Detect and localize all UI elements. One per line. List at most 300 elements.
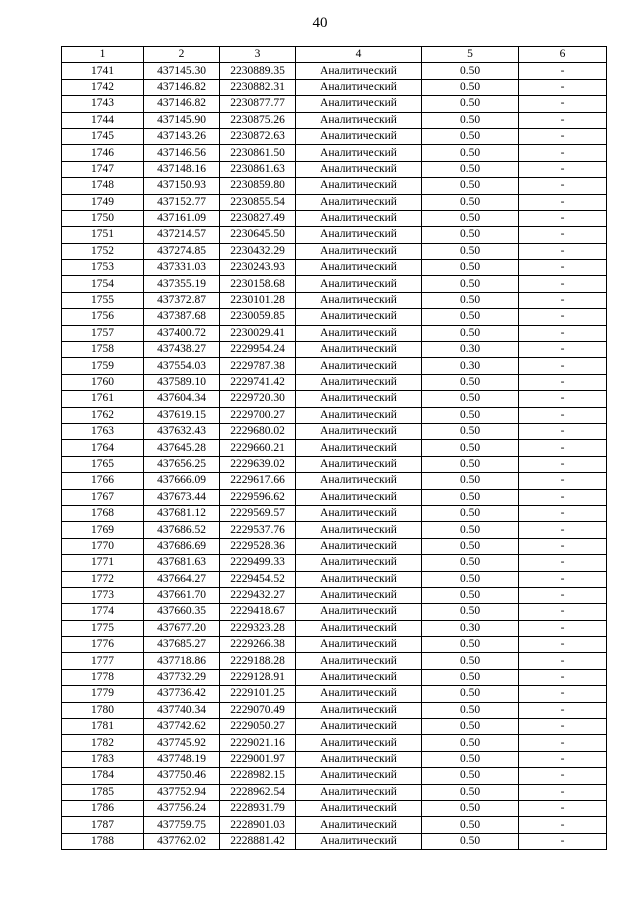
method-cell: Аналитический [296,96,422,112]
note-cell: - [519,669,607,685]
table-row [62,96,607,112]
table-row [62,342,607,358]
note-cell: - [519,587,607,603]
x-coordinate-cell: 437661.70 [144,587,220,603]
y-coordinate-cell: 2230877.77 [220,96,296,112]
table-row [62,128,607,144]
method-cell: Аналитический [296,374,422,390]
accuracy-cell: 0.50 [422,161,519,177]
note-cell: - [519,342,607,358]
method-cell: Аналитический [296,112,422,128]
point-number-cell: 1753 [62,260,144,276]
accuracy-cell: 0.50 [422,260,519,276]
accuracy-cell: 0.50 [422,637,519,653]
method-cell: Аналитический [296,145,422,161]
y-coordinate-cell: 2230882.31 [220,79,296,95]
point-number-cell: 1754 [62,276,144,292]
note-cell: - [519,702,607,718]
accuracy-cell: 0.50 [422,374,519,390]
note-cell: - [519,145,607,161]
y-coordinate-cell: 2229537.76 [220,522,296,538]
x-coordinate-cell: 437387.68 [144,309,220,325]
point-number-cell: 1781 [62,719,144,735]
method-cell: Аналитический [296,620,422,636]
x-coordinate-cell: 437161.09 [144,210,220,226]
note-cell: - [519,686,607,702]
point-number-cell: 1764 [62,440,144,456]
note-cell: - [519,79,607,95]
table-body [62,63,607,850]
method-cell: Аналитический [296,768,422,784]
table-row [62,227,607,243]
y-coordinate-cell: 2229499.33 [220,555,296,571]
table-row [62,637,607,653]
x-coordinate-cell: 437372.87 [144,292,220,308]
table-row [62,489,607,505]
note-cell: - [519,833,607,849]
table-row [62,440,607,456]
method-cell: Аналитический [296,702,422,718]
point-number-cell: 1749 [62,194,144,210]
table-row [62,325,607,341]
method-cell: Аналитический [296,391,422,407]
x-coordinate-cell: 437759.75 [144,817,220,833]
point-number-cell: 1755 [62,292,144,308]
note-cell: - [519,243,607,259]
note-cell: - [519,800,607,816]
table-row [62,292,607,308]
method-cell: Аналитический [296,423,422,439]
y-coordinate-cell: 2229266.38 [220,637,296,653]
y-coordinate-cell: 2230432.29 [220,243,296,259]
table-row [62,784,607,800]
table-row [62,112,607,128]
point-number-cell: 1761 [62,391,144,407]
accuracy-cell: 0.50 [422,800,519,816]
x-coordinate-cell: 437681.63 [144,555,220,571]
y-coordinate-cell: 2230645.50 [220,227,296,243]
table-row [62,686,607,702]
table-row [62,456,607,472]
table-row [62,620,607,636]
accuracy-cell: 0.50 [422,63,519,79]
y-coordinate-cell: 2230872.63 [220,128,296,144]
table-row [62,79,607,95]
y-coordinate-cell: 2230861.50 [220,145,296,161]
table-row [62,407,607,423]
x-coordinate-cell: 437438.27 [144,342,220,358]
note-cell: - [519,538,607,554]
column-header: 1 [62,47,144,63]
table-row [62,587,607,603]
x-coordinate-cell: 437146.82 [144,79,220,95]
method-cell: Аналитический [296,342,422,358]
method-cell: Аналитический [296,178,422,194]
x-coordinate-cell: 437685.27 [144,637,220,653]
x-coordinate-cell: 437748.19 [144,751,220,767]
method-cell: Аналитический [296,817,422,833]
point-number-cell: 1758 [62,342,144,358]
accuracy-cell: 0.50 [422,555,519,571]
method-cell: Аналитический [296,604,422,620]
y-coordinate-cell: 2229660.21 [220,440,296,456]
y-coordinate-cell: 2230101.28 [220,292,296,308]
note-cell: - [519,407,607,423]
y-coordinate-cell: 2229639.02 [220,456,296,472]
note-cell: - [519,292,607,308]
accuracy-cell: 0.50 [422,473,519,489]
y-coordinate-cell: 2230158.68 [220,276,296,292]
method-cell: Аналитический [296,538,422,554]
point-number-cell: 1784 [62,768,144,784]
point-number-cell: 1742 [62,79,144,95]
method-cell: Аналитический [296,292,422,308]
x-coordinate-cell: 437645.28 [144,440,220,456]
method-cell: Аналитический [296,751,422,767]
y-coordinate-cell: 2230889.35 [220,63,296,79]
point-number-cell: 1771 [62,555,144,571]
accuracy-cell: 0.50 [422,686,519,702]
y-coordinate-cell: 2229070.49 [220,702,296,718]
table-row [62,833,607,849]
point-number-cell: 1746 [62,145,144,161]
accuracy-cell: 0.50 [422,833,519,849]
note-cell: - [519,440,607,456]
method-cell: Аналитический [296,210,422,226]
note-cell: - [519,555,607,571]
y-coordinate-cell: 2229596.62 [220,489,296,505]
point-number-cell: 1743 [62,96,144,112]
y-coordinate-cell: 2229050.27 [220,719,296,735]
point-number-cell: 1782 [62,735,144,751]
method-cell: Аналитический [296,473,422,489]
note-cell: - [519,522,607,538]
x-coordinate-cell: 437752.94 [144,784,220,800]
point-number-cell: 1787 [62,817,144,833]
y-coordinate-cell: 2230243.93 [220,260,296,276]
y-coordinate-cell: 2229418.67 [220,604,296,620]
accuracy-cell: 0.50 [422,522,519,538]
table-row [62,653,607,669]
method-cell: Аналитический [296,456,422,472]
note-cell: - [519,325,607,341]
y-coordinate-cell: 2230859.80 [220,178,296,194]
method-cell: Аналитический [296,325,422,341]
point-number-cell: 1780 [62,702,144,718]
table-row [62,555,607,571]
x-coordinate-cell: 437632.43 [144,423,220,439]
x-coordinate-cell: 437666.09 [144,473,220,489]
table-row [62,243,607,259]
accuracy-cell: 0.50 [422,243,519,259]
point-number-cell: 1762 [62,407,144,423]
y-coordinate-cell: 2229720.30 [220,391,296,407]
x-coordinate-cell: 437150.93 [144,178,220,194]
note-cell: - [519,63,607,79]
point-number-cell: 1760 [62,374,144,390]
method-cell: Аналитический [296,719,422,735]
x-coordinate-cell: 437145.90 [144,112,220,128]
y-coordinate-cell: 2228881.42 [220,833,296,849]
x-coordinate-cell: 437152.77 [144,194,220,210]
note-cell: - [519,276,607,292]
table-row [62,145,607,161]
accuracy-cell: 0.50 [422,325,519,341]
x-coordinate-cell: 437718.86 [144,653,220,669]
table-row [62,735,607,751]
page-number: 40 [312,15,328,31]
accuracy-cell: 0.50 [422,145,519,161]
accuracy-cell: 0.50 [422,79,519,95]
note-cell: - [519,423,607,439]
method-cell: Аналитический [296,571,422,587]
x-coordinate-cell: 437686.69 [144,538,220,554]
point-number-cell: 1763 [62,423,144,439]
point-number-cell: 1744 [62,112,144,128]
accuracy-cell: 0.50 [422,407,519,423]
x-coordinate-cell: 437554.03 [144,358,220,374]
note-cell: - [519,210,607,226]
y-coordinate-cell: 2228901.03 [220,817,296,833]
point-number-cell: 1765 [62,456,144,472]
method-cell: Аналитический [296,194,422,210]
table-row [62,522,607,538]
accuracy-cell: 0.50 [422,719,519,735]
accuracy-cell: 0.50 [422,702,519,718]
method-cell: Аналитический [296,407,422,423]
point-number-cell: 1768 [62,505,144,521]
method-cell: Аналитический [296,653,422,669]
table-row [62,800,607,816]
y-coordinate-cell: 2229569.57 [220,505,296,521]
x-coordinate-cell: 437355.19 [144,276,220,292]
x-coordinate-cell: 437143.26 [144,128,220,144]
method-cell: Аналитический [296,800,422,816]
note-cell: - [519,620,607,636]
table-row [62,161,607,177]
point-number-cell: 1750 [62,210,144,226]
note-cell: - [519,260,607,276]
method-cell: Аналитический [296,128,422,144]
table-row [62,391,607,407]
x-coordinate-cell: 437604.34 [144,391,220,407]
accuracy-cell: 0.50 [422,735,519,751]
table-header [62,47,607,63]
table-row [62,702,607,718]
note-cell: - [519,784,607,800]
y-coordinate-cell: 2230059.85 [220,309,296,325]
table-row [62,423,607,439]
y-coordinate-cell: 2229101.25 [220,686,296,702]
table-row [62,63,607,79]
method-cell: Аналитический [296,260,422,276]
method-cell: Аналитический [296,489,422,505]
accuracy-cell: 0.30 [422,620,519,636]
accuracy-cell: 0.50 [422,276,519,292]
x-coordinate-cell: 437619.15 [144,407,220,423]
point-number-cell: 1777 [62,653,144,669]
note-cell: - [519,489,607,505]
point-number-cell: 1747 [62,161,144,177]
point-number-cell: 1770 [62,538,144,554]
note-cell: - [519,751,607,767]
y-coordinate-cell: 2229021.16 [220,735,296,751]
note-cell: - [519,309,607,325]
note-cell: - [519,505,607,521]
accuracy-cell: 0.50 [422,538,519,554]
point-number-cell: 1745 [62,128,144,144]
y-coordinate-cell: 2229954.24 [220,342,296,358]
point-number-cell: 1767 [62,489,144,505]
y-coordinate-cell: 2229617.66 [220,473,296,489]
note-cell: - [519,96,607,112]
point-number-cell: 1776 [62,637,144,653]
y-coordinate-cell: 2229787.38 [220,358,296,374]
note-cell: - [519,653,607,669]
method-cell: Аналитический [296,440,422,456]
x-coordinate-cell: 437740.34 [144,702,220,718]
x-coordinate-cell: 437686.52 [144,522,220,538]
table-row [62,473,607,489]
note-cell: - [519,473,607,489]
method-cell: Аналитический [296,686,422,702]
point-number-cell: 1775 [62,620,144,636]
accuracy-cell: 0.50 [422,423,519,439]
method-cell: Аналитический [296,358,422,374]
table-row [62,571,607,587]
x-coordinate-cell: 437756.24 [144,800,220,816]
y-coordinate-cell: 2229700.27 [220,407,296,423]
x-coordinate-cell: 437148.16 [144,161,220,177]
point-number-cell: 1769 [62,522,144,538]
column-header: 5 [422,47,519,63]
table-row [62,374,607,390]
y-coordinate-cell: 2228962.54 [220,784,296,800]
note-cell: - [519,358,607,374]
x-coordinate-cell: 437736.42 [144,686,220,702]
point-number-cell: 1757 [62,325,144,341]
x-coordinate-cell: 437274.85 [144,243,220,259]
accuracy-cell: 0.50 [422,456,519,472]
x-coordinate-cell: 437146.56 [144,145,220,161]
note-cell: - [519,128,607,144]
x-coordinate-cell: 437750.46 [144,768,220,784]
accuracy-cell: 0.50 [422,440,519,456]
point-number-cell: 1748 [62,178,144,194]
accuracy-cell: 0.50 [422,227,519,243]
x-coordinate-cell: 437400.72 [144,325,220,341]
note-cell: - [519,227,607,243]
table-row [62,260,607,276]
table-row [62,194,607,210]
point-number-cell: 1778 [62,669,144,685]
accuracy-cell: 0.50 [422,210,519,226]
y-coordinate-cell: 2229454.52 [220,571,296,587]
y-coordinate-cell: 2229128.91 [220,669,296,685]
method-cell: Аналитический [296,637,422,653]
table-row [62,358,607,374]
note-cell: - [519,637,607,653]
accuracy-cell: 0.50 [422,604,519,620]
accuracy-cell: 0.50 [422,391,519,407]
y-coordinate-cell: 2228982.15 [220,768,296,784]
method-cell: Аналитический [296,522,422,538]
method-cell: Аналитический [296,276,422,292]
point-number-cell: 1772 [62,571,144,587]
point-number-cell: 1756 [62,309,144,325]
note-cell: - [519,817,607,833]
note-cell: - [519,456,607,472]
point-number-cell: 1786 [62,800,144,816]
method-cell: Аналитический [296,79,422,95]
x-coordinate-cell: 437660.35 [144,604,220,620]
accuracy-cell: 0.50 [422,489,519,505]
column-header: 6 [519,47,607,63]
point-number-cell: 1759 [62,358,144,374]
method-cell: Аналитический [296,587,422,603]
y-coordinate-cell: 2230029.41 [220,325,296,341]
table-row [62,178,607,194]
y-coordinate-cell: 2229528.36 [220,538,296,554]
table-row [62,817,607,833]
x-coordinate-cell: 437656.25 [144,456,220,472]
accuracy-cell: 0.50 [422,751,519,767]
y-coordinate-cell: 2229741.42 [220,374,296,390]
y-coordinate-cell: 2229680.02 [220,423,296,439]
x-coordinate-cell: 437732.29 [144,669,220,685]
x-coordinate-cell: 437331.03 [144,260,220,276]
point-number-cell: 1766 [62,473,144,489]
note-cell: - [519,374,607,390]
accuracy-cell: 0.50 [422,112,519,128]
y-coordinate-cell: 2230861.63 [220,161,296,177]
y-coordinate-cell: 2230875.26 [220,112,296,128]
x-coordinate-cell: 437214.57 [144,227,220,243]
accuracy-cell: 0.30 [422,342,519,358]
x-coordinate-cell: 437742.62 [144,719,220,735]
table-row [62,505,607,521]
y-coordinate-cell: 2229001.97 [220,751,296,767]
point-number-cell: 1752 [62,243,144,259]
point-number-cell: 1785 [62,784,144,800]
point-number-cell: 1783 [62,751,144,767]
accuracy-cell: 0.50 [422,784,519,800]
accuracy-cell: 0.50 [422,309,519,325]
x-coordinate-cell: 437745.92 [144,735,220,751]
column-header: 2 [144,47,220,63]
method-cell: Аналитический [296,63,422,79]
column-header: 4 [296,47,422,63]
accuracy-cell: 0.50 [422,653,519,669]
method-cell: Аналитический [296,309,422,325]
header-row [62,47,607,63]
table-row [62,719,607,735]
y-coordinate-cell: 2230827.49 [220,210,296,226]
point-number-cell: 1774 [62,604,144,620]
method-cell: Аналитический [296,555,422,571]
table-row [62,669,607,685]
note-cell: - [519,161,607,177]
accuracy-cell: 0.50 [422,292,519,308]
point-number-cell: 1779 [62,686,144,702]
table-row [62,210,607,226]
accuracy-cell: 0.50 [422,96,519,112]
accuracy-cell: 0.50 [422,505,519,521]
method-cell: Аналитический [296,833,422,849]
accuracy-cell: 0.50 [422,128,519,144]
method-cell: Аналитический [296,243,422,259]
accuracy-cell: 0.50 [422,669,519,685]
